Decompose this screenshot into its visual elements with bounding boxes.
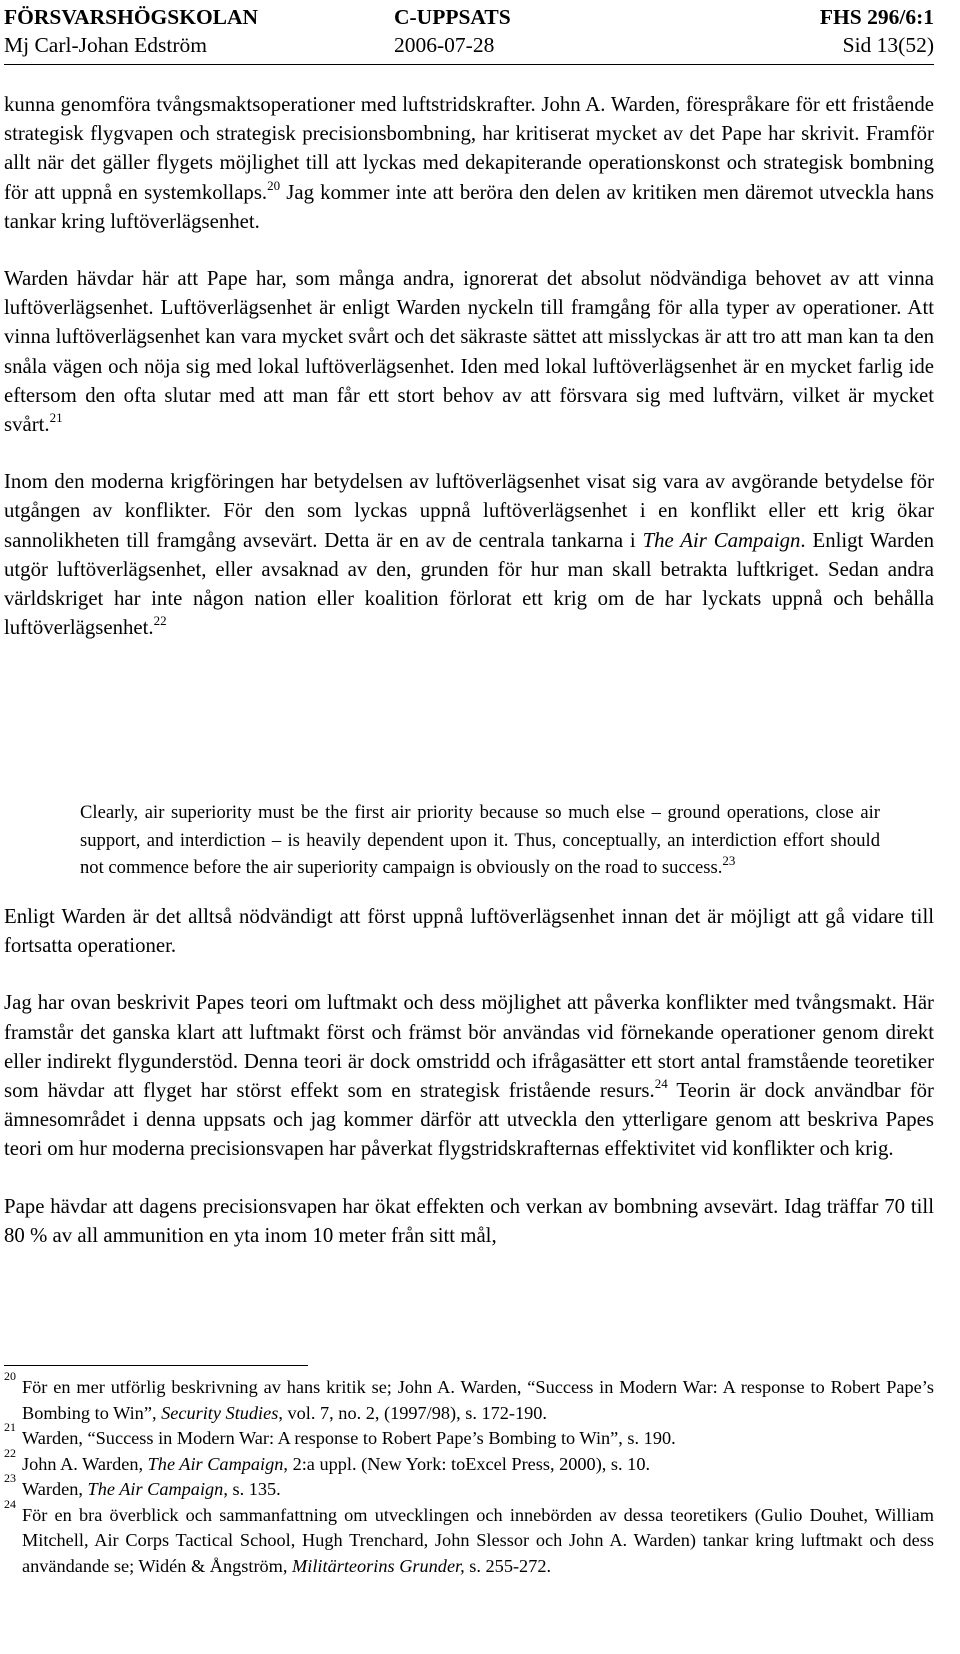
header-course: FHS 296/6:1 [819,5,934,29]
footnote-divider [4,1365,308,1366]
footnote-text: Warden, “Success in Modern War: A response to Robert Pape’s Bombing to Win”, s. 190. [22,1428,676,1448]
header-divider [4,64,934,65]
paragraph-3-text-b: . Enligt Warden utgör luftöverlägsenhet, eller avsaknad av den, grunden för hur man skall betrakta luftkriget. Sedan andra världskriget har inte någon nation eller koalition förlorat ett krig om de har lyckats uppnå och behålla luftöverlägsenhet. [4,528,934,640]
paragraph-4: Enligt Warden är det alltså nödvändigt att först uppnå luftöverlägsenhet innan det är möjligt att gå vidare till fortsatta operationer. [4,905,934,958]
footnotes [4,1369,934,1579]
paragraph-3-book-title: The Air Campaign [642,528,801,552]
paragraph-1 [4,90,934,236]
footnote-ref-24[interactable]: 24 [654,1076,668,1092]
body-lower [4,902,934,1278]
paragraph-5-text-a: Jag har ovan beskrivit Papes teori om luftmakt och dess möjlighet att påverka konflikter med tvångsmakt. Här framstår det ganska klart att luftmakt först och främst bör användas vid förnekande operationer genom direkt eller indirekt flygunderstöd. Denna teori är dock omstridd och ifrågasätter ett stort antal framstående teoretiker som hävdar att flyget har störst effekt som en strategisk fristående resurs. [4,991,934,1103]
block-quote-text: Clearly, air superiority must be the first air priority because so much else – ground operations, close air support, and interdiction – is heavily dependent upon it. Thus, conceptually, an interdiction effort should not commence before the air superiority campaign is obviously on the road to success. [80,802,880,878]
footnote-italic: Security Studies [161,1402,279,1423]
body-upper [4,90,934,642]
header-author: Mj Carl-Johan Edström [4,33,208,57]
footnote-number: 22 [4,1445,16,1460]
footnote-ref-23[interactable]: 23 [722,852,736,868]
footnote-23 [4,1471,934,1503]
footnote-ref-21[interactable]: 21 [49,410,63,426]
footnote-number: 24 [4,1496,16,1511]
footnote-21 [4,1420,934,1452]
paragraph-3 [4,467,934,642]
footnote-italic: The Air Campaign [147,1453,284,1474]
paragraph-5-text-b: Teorin är dock användbar för ämnesområdet i denna uppsats och jag kommer därför att utveckla den ytterligare genom att beskriva Papes teori om hur moderna precisionsvapen har påverkat flygstridskrafternas effektivitet vid konflikter och krig. [4,1079,934,1161]
footnote-ref-20[interactable]: 20 [267,177,281,193]
paragraph-2 [4,264,934,439]
header-row-top [4,4,934,30]
footnote-22 [4,1445,934,1478]
footnote-italic: Militärteorins Grunder, [292,1555,465,1576]
footnote-text: John A. Warden, [22,1453,148,1474]
footnote-number: 23 [4,1471,16,1485]
header-date: 2006-07-28 [394,33,495,57]
paragraph-1-text-a: kunna genomföra tvångsmaktsoperationer med luftstridskrafter. John A. Warden, förespråkare för ett fristående strategisk flygvapen och strategisk precisionsbombning, har kritiserat mycket av det Pape har skrivit. Framför allt när det gäller flygets möjlighet till att lyckas med dekapiterande operationskonst och strategisk bombning för att uppnå en systemkollaps. [4,93,934,204]
footnote-ref-22[interactable]: 22 [153,613,167,629]
paragraph-5 [4,988,934,1163]
block-quote [80,799,880,882]
paragraph-1-text-b: Jag kommer inte att beröra den delen av kritiken men däremot utveckla hans tankar kring luftöverlägsenhet. [4,180,934,233]
paragraph-2-text: Warden hävdar här att Pape har, som många andra, ignorerat det absolut nödvändiga behovet av att vinna luftöverlägsenhet. Luftöverlägsenhet är enligt Warden nyckeln till framgång för alla typer av operationer. Att vinna luftöverlägsenhet kan vara mycket svårt och det säkraste sättet att misslyckas är att tro att man kan ta den snåla vägen och nöja sig med lokal luftöverlägsenhet. Iden med lokal luftöverlägsenhet är en mycket farlig ide eftersom den ofta slutar med att man får ett stort behov av att försvara sig med luftvärn, vilket är mycket svårt. [4,267,934,437]
footnote-20 [4,1369,934,1426]
paragraph-3-text-a: Inom den moderna krigföringen har betydelsen av luftöverlägsenhet visat sig vara av avgörande betydelse för utgången av konflikter. För den som lyckas uppnå luftöverlägsenhet i en konflikt eller ett krig ökar sannolikheten till framgång avsevärt. Detta är en av de centrala tankarna i [4,470,934,552]
footnote-text: Warden, [22,1479,88,1499]
paragraph-6: Pape hävdar att dagens precisionsvapen har ökat effekten och verkan av bombning avsevärt. Idag träffar 70 till 80 % av all ammunition en yta inom 10 meter från sitt mål, [4,1194,934,1247]
footnote-text-end: , vol. 7, no. 2, (1997/98), s. 172-190. [278,1402,547,1423]
header-doc-type: C-UPPSATS [394,5,511,29]
footnote-italic: The Air Campaign [87,1479,224,1499]
header-school: FÖRSVARSHÖGSKOLAN [4,5,259,29]
footnote-text-end: s. 255-272. [464,1555,552,1576]
header-page-number: Sid 13(52) [842,33,934,57]
footnote-text: För en mer utförlig beskrivning av hans kritik se; John A. Warden, “Success in Modern War: A response to Robert Pape’s Bombing to Win”, [22,1377,934,1423]
header-row-bottom [4,32,934,58]
footnote-number: 20 [4,1369,16,1383]
footnote-text-end: , s. 135. [223,1479,281,1499]
footnote-number: 21 [4,1420,16,1434]
footnote-text-end: , 2:a uppl. (New York: toExcel Press, 2000), s. 10. [283,1453,651,1474]
footnote-24 [4,1496,934,1580]
footnote-text: För en bra överblick och sammanfattning om utvecklingen och innebörden av dessa teoretikers (Gulio Douhet, William Mitchell, Air Corps Tactical School, Hugh Trenchard, John Slessor och John A. Warden) tankar kring luftmakt och dess användande se; Widén & Ångström, [22,1504,934,1576]
